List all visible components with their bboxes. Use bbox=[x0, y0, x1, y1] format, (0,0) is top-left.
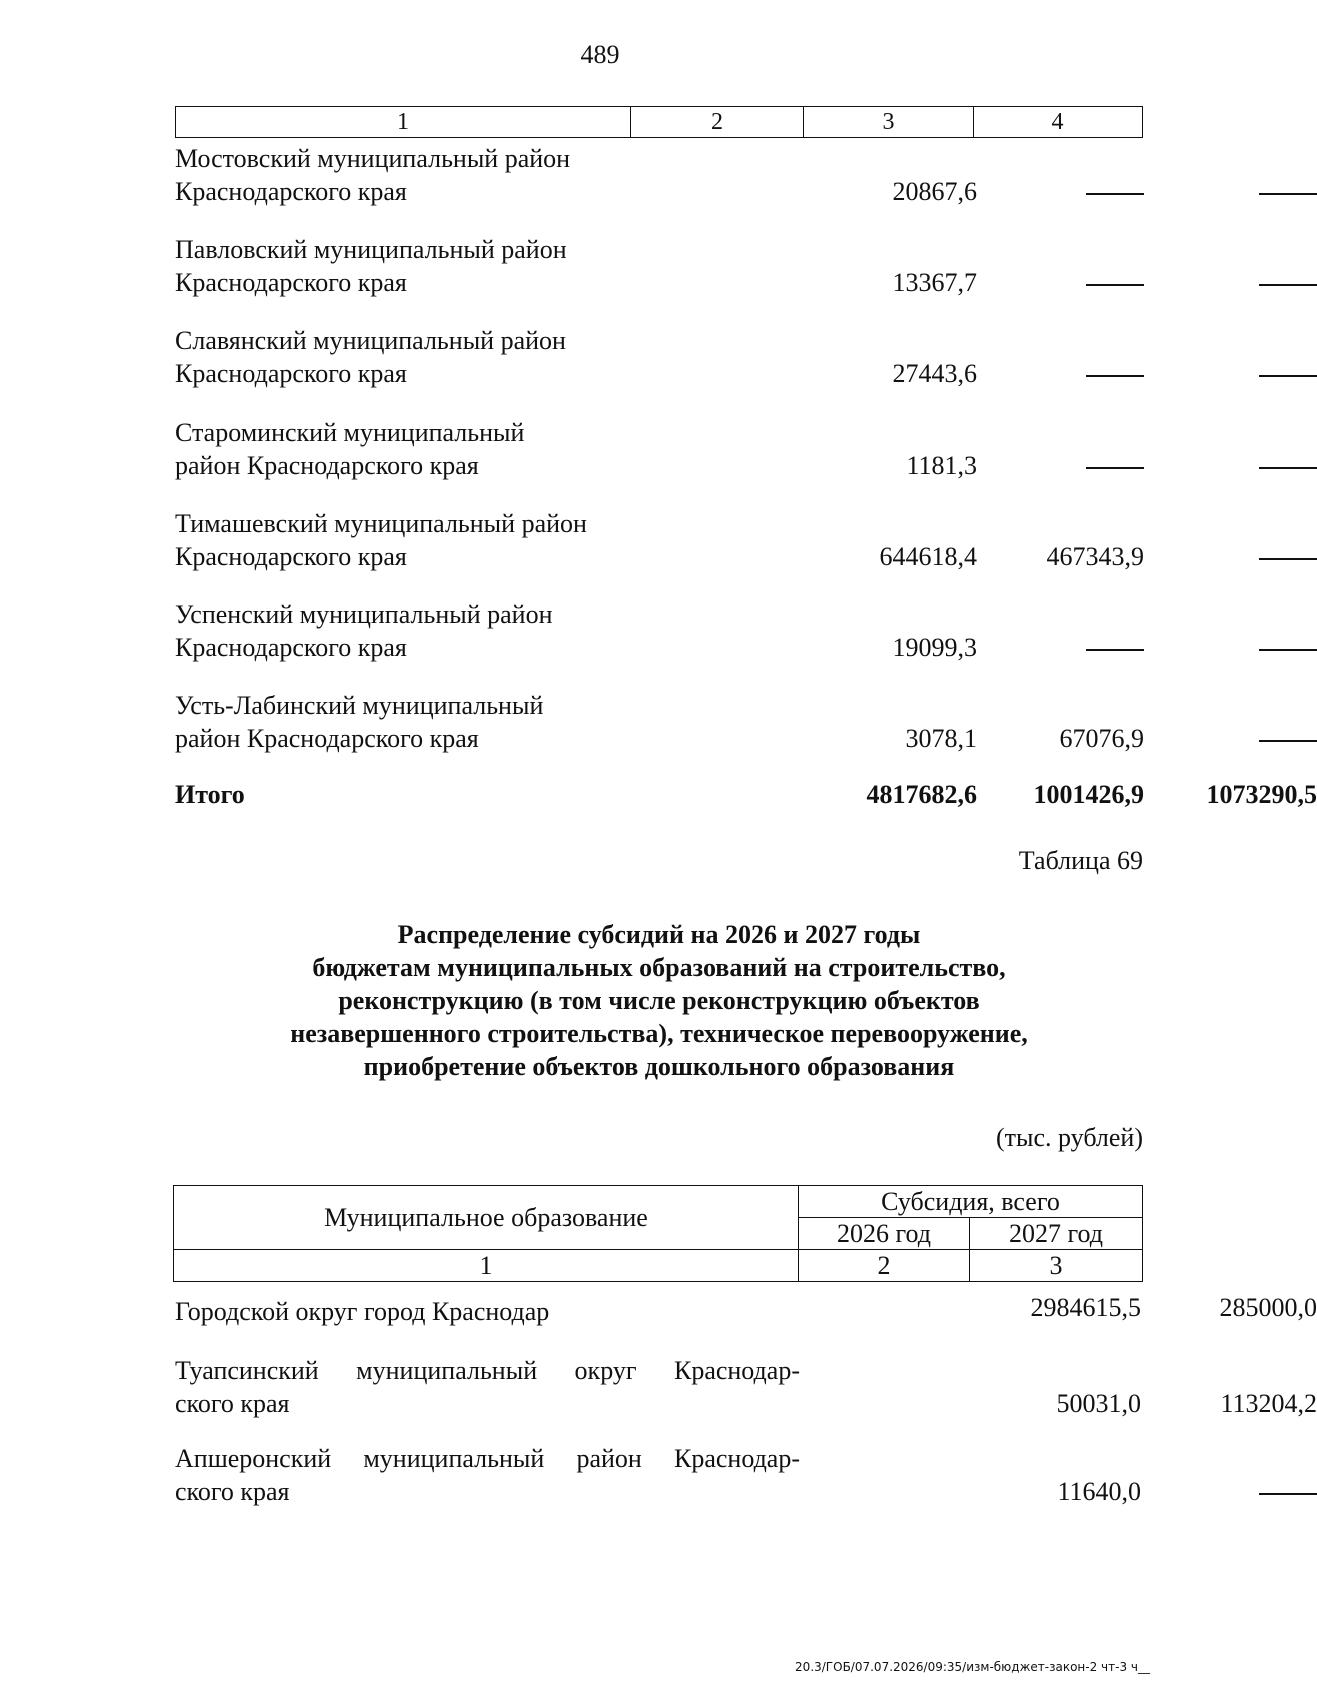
row-name: Городской округ город Краснодар bbox=[175, 1297, 550, 1326]
cell-col2: 644618,4 bbox=[879, 542, 977, 571]
header-year-2027: 2027 год bbox=[970, 1218, 1143, 1250]
row-name: Павловский муниципальный район Краснодарского края bbox=[175, 235, 567, 297]
cell-col4 bbox=[973, 722, 1317, 755]
cell-col2: 27443,6 bbox=[892, 359, 977, 388]
page-number: 489 bbox=[580, 40, 620, 69]
table1-header-row bbox=[175, 106, 1143, 138]
cell-col2: 20867,6 bbox=[892, 177, 977, 206]
table2-header bbox=[173, 1185, 1143, 1282]
row-name: Тимашевский муниципальный район Краснодарского края bbox=[175, 509, 587, 571]
cell-col3: 113204,2 bbox=[1220, 1389, 1317, 1418]
cell-col2: 3078,1 bbox=[905, 724, 977, 753]
row-name: Туапсинский муниципальный округ Краснодар- ского края bbox=[175, 1356, 800, 1418]
total-col2: 4817682,6 bbox=[866, 780, 977, 809]
table1-header-col1: 1 bbox=[176, 107, 631, 137]
row-name: Успенский муниципальный район Краснодарского края bbox=[175, 600, 553, 662]
cell-col4 bbox=[973, 266, 1317, 299]
total-col3: 1001426,9 bbox=[1033, 780, 1144, 809]
header-year-2026: 2026 год bbox=[799, 1218, 970, 1250]
table-label: Таблица 69 bbox=[1018, 846, 1143, 875]
cell-col2: 11640,0 bbox=[1057, 1477, 1141, 1506]
cell-col4 bbox=[973, 357, 1317, 390]
cell-col4 bbox=[973, 631, 1317, 664]
header-num-3: 3 bbox=[970, 1250, 1143, 1282]
cell-col2: 13367,7 bbox=[892, 268, 977, 297]
cell-col2: 50031,0 bbox=[1056, 1389, 1141, 1418]
table1-header-col2: 2 bbox=[631, 107, 804, 137]
table1-header-col4: 4 bbox=[1051, 109, 1064, 135]
header-num-2: 2 bbox=[799, 1250, 970, 1282]
cell-col2: 2984615,5 bbox=[1030, 1293, 1141, 1322]
header-subsidy-total: Субсидия, всего bbox=[799, 1186, 1143, 1218]
cell-col3 bbox=[973, 1475, 1317, 1508]
row-name: Усть-Лабинский муниципальный район Краснодарского края bbox=[175, 691, 544, 753]
total-label: Итого bbox=[175, 780, 245, 809]
row-name: Славянский муниципальный район Краснодарского края bbox=[175, 326, 566, 388]
units-label: (тыс. рублей) bbox=[995, 1123, 1143, 1152]
row-name: Апшеронский муниципальный район Краснодар- ского края bbox=[175, 1444, 800, 1506]
table-title: Распределение субсидий на 2026 и 2027 годы бюджетам муниципальных образований на строительство, реконструкцию (в том числе реконструкцию объектов незавершенного строительства), техническое перевооружение, приобретение объектов дошкольного образования bbox=[290, 920, 1028, 1081]
cell-col3: 467343,9 bbox=[1046, 542, 1144, 571]
row-name: Мостовский муниципальный район Краснодарского края bbox=[175, 144, 571, 206]
header-num-1: 1 bbox=[174, 1250, 799, 1282]
table1-total-row bbox=[175, 780, 1317, 810]
cell-col2: 19099,3 bbox=[892, 633, 977, 662]
footer-code: 20.3/ГОБ/07.07.2026/09:35/изм-бюджет-закон-2 чт-3 ч__ bbox=[795, 1660, 1150, 1674]
cell-col2: 1181,3 bbox=[906, 451, 977, 480]
cell-col4 bbox=[973, 175, 1317, 208]
cell-col4 bbox=[973, 449, 1317, 482]
header-municipality: Муниципальное образование bbox=[174, 1186, 799, 1250]
row-name: Староминский муниципальный район Краснодарского края bbox=[175, 418, 525, 480]
total-col4: 1073290,5 bbox=[1206, 780, 1317, 809]
cell-col3: 285000,0 bbox=[1219, 1293, 1317, 1322]
table1-header-col3: 3 bbox=[804, 107, 974, 137]
cell-col4 bbox=[973, 540, 1317, 573]
cell-col3: 67076,9 bbox=[1059, 724, 1144, 753]
